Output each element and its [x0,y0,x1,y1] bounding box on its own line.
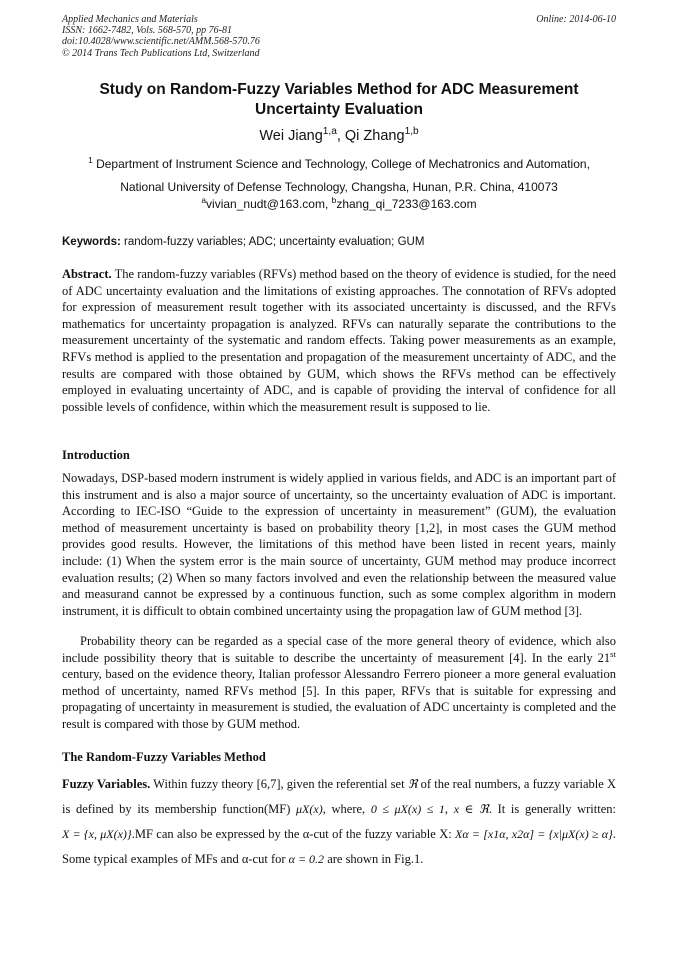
paper-title: Study on Random-Fuzzy Variables Method for ADC Measurement Uncertainty Evaluation [99,81,579,118]
journal-name: Applied Mechanics and Materials [62,14,198,25]
keywords-text: random-fuzzy variables; ADC; uncertainty evaluation; GUM [120,236,425,248]
intro-paragraph: Nowadays, DSP-based modern instrument is widely applied in various fields, and ADC is an important part of this instrument and is also a major source of uncertainty, so the uncertainty evaluation of ADC is important. According to IEC-ISO “Guide to the expression of uncertainty in measurement” (GUM), the evaluation method of measurement uncertainty is based on probability theory [1,2], in most cases the GUM method provides good results. However, the limitations of this method have been listed in recent years, mainly include: (1) When the system error is the main source of uncertainty, GUM method may produce incorrect evaluation results; (2) When so many factors involved and even the relationship between the measured value and measurand cannot be expressed by a continuous function, such as some complex algorithm in modern instrument, it is difficult to obtain combined uncertainty using the propagation law of GUM method [3]. [62,471,616,618]
abstract-label: Abstract. [62,267,112,281]
fuzzy-variables-paragraph [62,772,616,872]
author-sup: 1,a [322,126,337,138]
paragraph-text: , where, [322,802,371,816]
section-heading: The Random-Fuzzy Variables Method [62,750,266,764]
paragraph-text: Probability theory can be regarded as a special case of the more general theory of evidence, which also include possibility theory that is suitable to describe the uncertainty of measurement [4]. In the early 21 [62,634,616,665]
subsection-label: Fuzzy Variables. [62,777,151,791]
author-separator: , [336,128,345,144]
ordinal-sup: st [610,648,616,659]
math-range: 0 ≤ μX(x) ≤ 1 [370,802,445,816]
copyright-line: © 2014 Trans Tech Publications Ltd, Switzerland [62,47,260,59]
math-membership-function: μX(x) [296,802,323,816]
paragraph-text: century, based on the evidence theory, Italian professor Alessandro Ferrero pioneer a more general evaluation method of uncertainty, named RFVs method [5]. In this paper, RFVs that is suitable for expressing and propagating of uncertainty in measurement is studied, the evaluation of ADC uncertainty is completed and the result is compared with those by GUM method. [62,667,616,731]
paragraph-text: . It is generally written: [488,802,616,816]
email-separator: , [324,197,332,211]
affiliation [62,153,616,199]
affiliation-line [62,153,616,176]
section-heading: Introduction [62,448,130,462]
email-address: zhang_qi_7233@163.com [336,197,477,211]
math-alpha-cut: Xα = [x1α, x2α] = {x|μX(x) ≥ α} [455,827,613,841]
math-alpha-value: α = 0.2 [288,852,325,866]
paragraph-text: are shown in Fig.1. [324,852,424,866]
author-name: Wei Jiang [259,128,323,144]
affiliation-line: National University of Defense Technology, Changsha, Hunan, P.R. China, 410073 [120,180,558,194]
paragraph-text: , [444,802,454,816]
affiliation-sup: 1 [88,155,93,165]
online-date: Online: 2014-06-10 [536,14,616,25]
author-sup: 1,b [404,126,419,138]
paragraph-text: of the real numbers, a fuzzy variable X is defined by its membership function(MF) [62,777,616,816]
abstract [62,266,616,415]
author-name: Qi Zhang [344,128,405,144]
journal-header [62,14,616,59]
paragraph-text: . Some typical examples of MFs and α-cut for [62,827,616,866]
doi-line: doi:10.4028/www.scientific.net/AMM.568-570.76 [62,36,260,48]
affiliation-text: Department of Instrument Science and Technology, College of Mechatronics and Automation, [92,157,590,171]
issn-line: ISSN: 1662-7482, Vols. 568-570, pp 76-81 [62,25,232,37]
email-sup: b [331,195,337,205]
email-address: vivian_nudt@163.com [206,197,325,211]
paragraph-text: Within fuzzy theory [6,7], given the referential set [150,777,408,791]
math-real-set: ℜ [407,777,418,791]
abstract-text: The random-fuzzy variables (RFVs) method based on the theory of evidence is studied, for the need of ADC uncertainty evaluation and the limitations of existing approaches. The connotation of RFVs adopted for expression of measurement result together with its associated uncertainty is discussed, and the RFVs mathematics for uncertainty propagation is analyzed. RFVs can naturally separate the contributions to the measurement uncertainty of the systematic and random effects. Taking power measurements as an example, RFVs method is applied to the presentation and propagation of the measurement uncertainty of ADC, and the results are compared with those obtained by GUM, which shows the RFVs method can be effectively employed in evaluating uncertainty of ADC, and is capable of providing the interval of confidence for all possible levels of confidence, within which the measurement result is supposed to lie. [62,267,616,414]
paragraph-text: .MF can also be expressed by the α-cut of the fuzzy variable X: [131,827,456,841]
keywords-label: Keywords: [62,236,121,248]
keywords [62,236,616,248]
intro-paragraph [62,633,616,733]
email-line [62,197,616,211]
email-sup: a [201,195,207,205]
author-line [62,128,616,144]
math-fuzzy-set: X = {x, μX(x)} [62,827,132,841]
math-x-in-r: x ∈ ℜ [453,802,489,816]
